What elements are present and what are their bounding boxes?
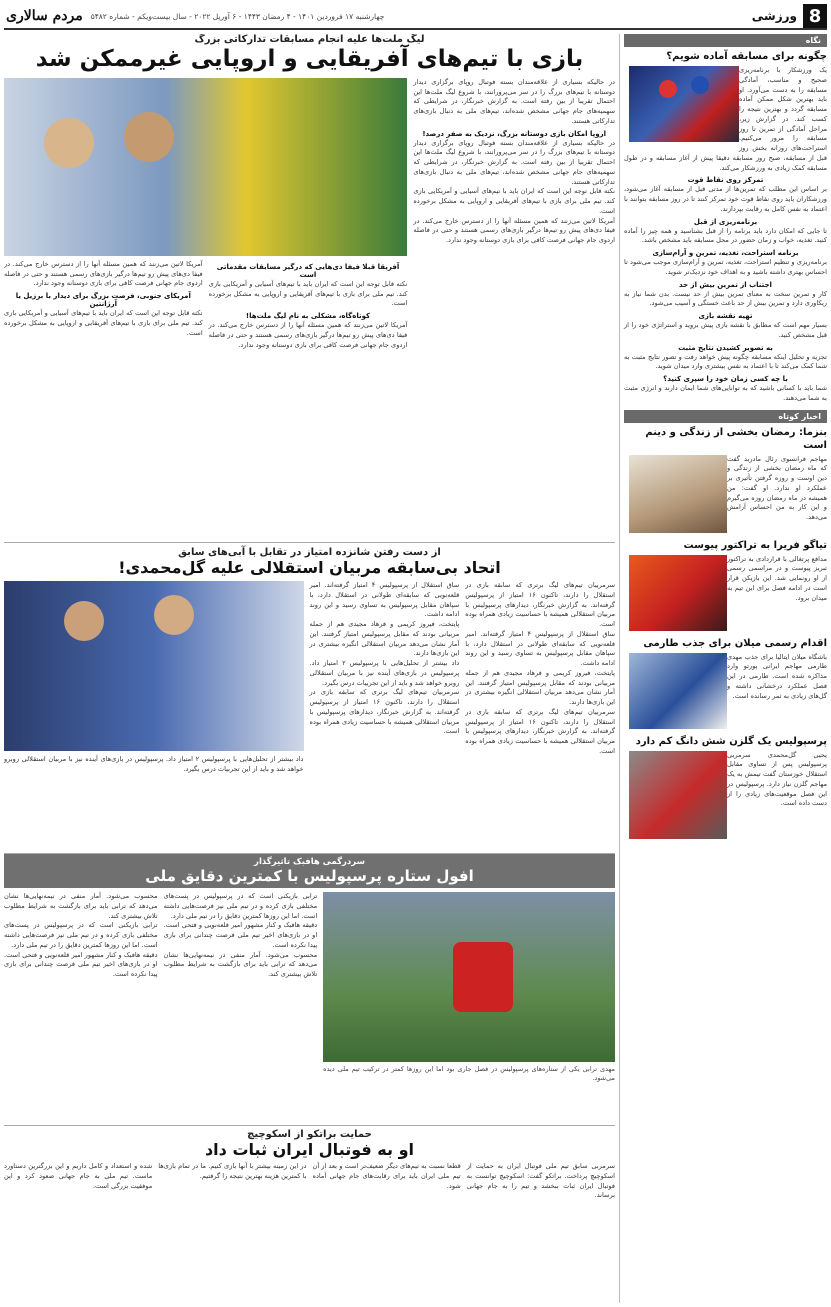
- sidebar-tag: نگاه: [624, 34, 827, 47]
- story2-headline: اتحاد بی‌سابقه مربیان استقلالی علیه گل‌محمدی!: [118, 558, 501, 577]
- coaches-photo: [4, 581, 304, 751]
- article-body: یک ورزشکار با برنامه‌ریزی صحیح و مناسب، آمادگی مسابقه را به دست می‌آورد. او باید بهترین شکل ممکن آماده مسابقه گردد و بهترین نتیجه را کسب کند. در گزارش زیر، مراحل آمادگی از تمرین تا روز مسابقه را مرور می‌کنیم. استراحت‌های روزانه بخش روز قبل از مسابقه، صبح روز مسابقه دقیقا پیش از آغاز مسابقه و در طول مسابقه کمک زیادی به ورزشکار می‌کند.: [624, 66, 827, 172]
- story3-column: ترابی بازیکنی است که در پرسپولیس در پست‌های مختلفی بازی کرده و در تیم ملی نیز فرصت‌هایی داشته است. اما این روزها کمترین دقایق را در تیم ملی دارد.: [4, 921, 158, 949]
- story3-column: ترابی بازیکنی است که در پرسپولیس در پست‌های مختلفی بازی کرده و در تیم ملی نیز فرصت‌هایی داشته است. اما این روزها کمترین دقایق را در تیم ملی دارد.: [163, 892, 318, 920]
- paragraph: تجزیه و تحلیل اینکه مسابقه چگونه پیش خواهد رفت و تصور نتایج مثبت به شما کمک می‌کند تا با اعتماد به نفس بیشتری وارد میدان شوید.: [624, 352, 827, 371]
- story2-column: سرمربیان تیم‌های لیگ برتری که سابقه بازی در استقلال را دارند، تاکنون ۱۶ امتیاز از پرسپولیس گرفته‌اند. به گزارش خبرنگار، دیدارهای پرسپولیس با مربیان استقلالی همیشه با حساسیت زیادی همراه بوده است.: [465, 707, 615, 755]
- story3-kicker: سردرگمی هافبک تاثیرگذار: [254, 857, 365, 867]
- lead-column: آمریکا لاتین می‌زنند که همین مسئله آنها را از دسترس خارج می‌کند. در فیفا دی‌های پیش رو تیم‌ها درگیر بازی‌های رسمی هستند و حتی در فاصله اردوی جام جهانی فرصت کافی برای بازی دوستانه وجود ندارد.: [4, 259, 203, 288]
- newspaper-logo: مردم سالاری: [6, 8, 83, 24]
- story-coaches: [4, 543, 615, 853]
- lead-subheading: کوتاه‌گاه، مشکلی به نام لیگ ملت‌ها!: [245, 312, 371, 320]
- taremi-photo: [629, 653, 727, 729]
- boxing-glove-icon: [691, 76, 709, 94]
- story3-column: محسوب می‌شود. آمار منفی در نیمه‌نهایی‌ها نشان می‌دهد که ترابی باید برای بازگشت به شرایط مطلوب تلاش بیشتری کند.: [4, 892, 158, 920]
- news-title: تیاگو فریرا به تراکتور پیوست: [683, 539, 827, 551]
- story4-column: قطعا نسبت به تیم‌های دیگر ضعیف‌تر است و بعد از آن تیم ملی ایران باید برای رقابت‌های جام جهانی آماده شود.: [312, 1162, 461, 1190]
- torabi-photo: [323, 892, 615, 1062]
- story3-column: محسوب می‌شود. آمار منفی در نیمه‌نهایی‌ها نشان می‌دهد که ترابی باید برای بازگشت به شرایط مطلوب تلاش بیشتری کند.: [163, 950, 318, 978]
- page-number: 8: [803, 4, 827, 28]
- persepolis-players-photo: [629, 751, 727, 839]
- story4-column: شده و استعداد و کامل داریم و این بزرگترین دستاورد ماست. تیم ملی به جام جهانی صعود کرد و این موفقیت بزرگی است.: [4, 1162, 153, 1190]
- news-body: مهاجم فرانسوی رئال مادرید گفت که ماه رمضان بخشی از زندگی و دین اوست و روزه گرفتن تأثیری بر عملکرد او ندارد. او گفت: من همیشه در ماه رمضان روزه می‌گیرم و این کار به من احساس آرامش می‌دهد.: [727, 454, 827, 521]
- paragraph: بسیار مهم است که مطابق با نقشه بازی پیش بروید و استراتژی خود را از قبل مشخص کنید.: [624, 321, 827, 339]
- news-body: مدافع پرتغالی با قراردادی به تراکتور تبریز پیوست و در مراسمی رسمی از او رونمایی شد. این بازیکن قرار است در ادامه فصل برای این تیم به میدان برود.: [727, 554, 827, 602]
- story4-column: در این زمینه بیشتر با آنها بازی کنیم. ما در تمام بازی‌ها با کمترین هزینه بهترین نتیجه را گرفتیم.: [158, 1162, 307, 1180]
- sidebar-tag: اخبار کوتاه: [624, 410, 827, 423]
- story3-banner: [4, 854, 615, 888]
- lead-column: در حالیکه بسیاری از علاقه‌مندان بسته فوتبال روپای برگزاری دیدار دوستانه با تیم‌های بزرگ را در سر می‌پرورانند، با شروع لیگ ملت‌ها این احتمال تقریبا از بین رفته است. به گزارش خبرنگار، در شرایطی که سهمیه‌های جام جهانی مشخص شده‌اند، تیم‌های ملی به دنبال بازی‌های تدارکاتی هستند.: [413, 138, 615, 186]
- tractor-signing-photo: [629, 555, 727, 631]
- paragraph: کار و تمرین سخت به معنای تمرین بیش از حد نیست. بدن شما نیاز به ریکاوری دارد و تمرین بیش از حد باعث خستگی و آسیب می‌شود.: [624, 289, 827, 308]
- article-title: چگونه برای مسابقه آماده شویم؟: [666, 51, 827, 62]
- section-name: ورزشی: [751, 9, 797, 23]
- sidebar: [619, 34, 827, 1303]
- story-torabi: [4, 853, 615, 1125]
- story3-headline: افول ستاره پرسپولیس با کمترین دقایق ملی: [145, 867, 474, 885]
- story3-column: دقیقه هافبک و کنار مشهور امیر قلعه‌نویی و فتحی است. او در بازی‌های اخیر تیم ملی فرصت چندانی برای بازی پیدا نکرده است.: [4, 950, 158, 978]
- player-head-shape: [44, 118, 94, 168]
- story2-column: پایتخت، فیروز کریمی و فرهاد مجیدی هم از جمله مربیانی بودند که مقابل پرسپولیس امتیاز گرفتند. این آمار نشان می‌دهد مربیان استقلالی انگیزه بیشتری در این بازی‌ها دارند.: [465, 668, 615, 706]
- subheading: تهیه نقشه بازی: [698, 312, 753, 320]
- news-title: اقدام رسمی میلان برای جذب طارمی: [643, 637, 827, 649]
- story2-column: سرمربیان تیم‌های لیگ برتری که سابقه بازی در استقلال را دارند، تاکنون ۱۶ امتیاز از پرسپولیس گرفته‌اند. به گزارش خبرنگار، دیدارهای پرسپولیس با مربیان استقلالی همیشه با حساسیت زیادی همراه بوده است.: [309, 688, 460, 736]
- subheading: برنامه استراحت، تغذیه، تمرین و آرام‌سازی: [652, 249, 799, 257]
- story2-column: ساق استقلال از پرسپولیس ۴ امتیاز گرفته‌اند. امیر قلعه‌نویی که سابقه‌ای طولانی در استقلال دارد، با سپاهان مقابل پرسپولیس به تساوی رسید و این روند ادامه داشت.: [465, 629, 615, 667]
- story4-kicker: حمایت براتکو از اسکوچیچ: [247, 1129, 372, 1140]
- lead-kicker: لیگ ملت‌ها علیه انجام مسابقات تدارکاتی بزرگ: [194, 34, 425, 45]
- lead-subheading: آفریقا قبلا فیفا دی‌هایی که درگیر مسابقات مقدماتی است: [216, 262, 400, 279]
- neymar-messi-photo: [4, 78, 407, 256]
- story2-kicker: از دست رفتن شانزده امتیاز در تقابل با آبی‌های سابق: [178, 547, 441, 558]
- lead-subheading: اروپا امکان بازی دوستانه بزرگ، نزدیک به صفر درصد!: [422, 129, 607, 138]
- story4-column: سرمربی سابق تیم ملی فوتبال ایران به حمایت از اسکوچیچ پرداخت. براتکو گفت: اسکوچیچ توانست به فوتبال ایران ثبات ببخشد و تیم را به جام جهانی برساند.: [466, 1162, 615, 1200]
- lead-headline: بازی با تیم‌های آفریقایی و اروپایی غیرممکن شد: [35, 46, 584, 72]
- lead-subheading: آمریکای جنوبی، فرصت بزرگ برای دیدار با برزیل یا آرژانتین: [15, 292, 191, 308]
- coach-head-shape: [154, 595, 194, 635]
- news-title: بنزما: رمضان بخشی از زندگی و دینم است: [645, 426, 827, 451]
- boxing-photo: [629, 66, 739, 142]
- paragraph: شما باید با کسانی باشید که به توانایی‌های شما ایمان دارند و انرژی مثبت به شما می‌دهند.: [624, 384, 827, 402]
- news-body: یحیی گل‌محمدی سرمربی پرسپولیس پس از تساوی مقابل استقلال خوزستان گفت تیمش به یک مهاجم گلزن نیاز دارد. پرسپولیس در این فصل موقعیت‌های زیادی را از دست داده است.: [727, 750, 827, 808]
- masthead: [4, 4, 827, 30]
- story4-headline: او به فوتبال ایران ثبات داد: [204, 1140, 415, 1159]
- paragraph: برنامه‌ریزی و تنظیم استراحت، تغذیه، تمرین و آرام‌سازی موجب می‌شود تا احساس بهتری داشته باشید و به اهداف خود نزدیک‌تر شوید.: [624, 258, 827, 276]
- lead-column: آمریکا لاتین می‌زنند که همین مسئله آنها را از دسترس خارج می‌کند. در فیفا دی‌های پیش رو تیم‌ها درگیر بازی‌های رسمی هستند و حتی در فاصله اردوی جام جهانی فرصت کافی برای بازی دوستانه وجود ندارد.: [208, 321, 408, 349]
- lead-column: نکته قابل توجه این است که ایران باید با تیم‌های آسیایی و آمریکایی بازی کند. تیم ملی برای بازی با تیم‌های آفریقایی و اروپایی به مشکل برخورده است.: [208, 279, 408, 308]
- story2-column: داد بیشتر از تحلیل‌هایی با پرسپولیس ۲ امتیاز داد. پرسپولیس در بازی‌های آینده نیز با مربیان استقلالی روبرو خواهد شد و باید از این تجربیات درس بگیرد.: [309, 659, 460, 687]
- story2-column: پایتخت، فیروز کریمی و فرهاد مجیدی هم از جمله مربیانی بودند که مقابل پرسپولیس امتیاز گرفتند. این آمار نشان می‌دهد مربیان استقلالی انگیزه بیشتری در این بازی‌ها دارند.: [309, 620, 460, 658]
- lead-story: [4, 34, 615, 542]
- story2-column: سرمربیان تیم‌های لیگ برتری که سابقه بازی در استقلال را دارند، تاکنون ۱۶ امتیاز از پرسپولیس گرفته‌اند. به گزارش خبرنگار، دیدارهای پرسپولیس با مربیان استقلالی همیشه با حساسیت زیادی همراه بوده است.: [465, 581, 615, 628]
- boxing-glove-icon: [659, 80, 677, 98]
- player-head-shape: [124, 112, 174, 162]
- lead-column: نکته قابل توجه این است که ایران باید با تیم‌های آسیایی و آمریکایی بازی کند. تیم ملی برای بازی با تیم‌های آفریقایی و اروپایی به مشکل برخورده است.: [4, 309, 203, 337]
- subheading: برنامه‌ریزی از قبل: [693, 217, 758, 226]
- story-branko: [4, 1125, 615, 1270]
- news-title: پرسپولیس یک گلزن شش دانگ کم دارد: [635, 735, 827, 747]
- photo-caption: مهدی ترابی یکی از ستاره‌های پرسپولیس در فصل جاری بود اما این روزها کمتر در ترکیب تیم ملی دیده می‌شود.: [323, 1065, 615, 1083]
- subheading: به تصویر کشیدن نتایج مثبت: [678, 343, 773, 352]
- story3-column: دقیقه هافبک و کنار مشهور امیر قلعه‌نویی و فتحی است. او در بازی‌های اخیر تیم ملی فرصت چندانی برای بازی پیدا نکرده است.: [163, 921, 318, 949]
- paragraph: بر اساس این مطلب که تمرین‌ها از مدتی قبل از مسابقه آغاز می‌شود، ورزشکاران باید روی نقاط قوت خود تمرکز کنند تا در روز مسابقه بتوانند با اعتماد به نفس کامل به رقابت بپردازند.: [624, 185, 827, 213]
- subheading: اجتناب از تمرین بیش از حد: [679, 280, 772, 289]
- subheading: تمرکز روی نقاط قوت: [687, 176, 764, 185]
- dateline: چهارشنبه ۱۷ فروردین ۱۴۰۱ - ۴ رمضان ۱۴۴۳ - ۶ آوریل ۲۰۲۲ - سال بیست‌ویکم - شماره ۵۴۸۲: [90, 11, 385, 21]
- benzema-photo: [629, 455, 727, 533]
- lead-column: در حالیکه بسیاری از علاقه‌مندان بسته فوتبال روپای برگزاری دیدار دوستانه با تیم‌های بزرگ را در سر می‌پرورانند، با شروع لیگ ملت‌ها این احتمال تقریبا از بین رفته است. به گزارش خبرنگار، در شرایطی که سهمیه‌های جام جهانی مشخص شده‌اند، تیم‌های ملی به دنبال بازی‌های تدارکاتی هستند.: [413, 77, 615, 125]
- main-content: [4, 34, 615, 1270]
- paragraph: تا جایی که امکان دارد باید برنامه را از قبل بشناسید و همه چیز را آماده کنید. تغذیه، خواب و زمان حضور در محل مسابقه باید مشخص باشد.: [624, 226, 827, 245]
- coach-head-shape: [64, 601, 104, 641]
- lead-column: آمریکا لاتین می‌زنند که همین مسئله آنها را از دسترس خارج می‌کند. در فیفا دی‌های پیش رو تیم‌ها درگیر بازی‌های رسمی هستند و حتی در فاصله اردوی جام جهانی فرصت کافی برای بازی دوستانه وجود ندارد.: [413, 216, 615, 244]
- lead-column: نکته قابل توجه این است که ایران باید با تیم‌های آسیایی و آمریکایی بازی کند. تیم ملی برای بازی با تیم‌های آفریقایی و اروپایی به مشکل برخورده است.: [413, 187, 615, 215]
- story2-column: داد بیشتر از تحلیل‌هایی با پرسپولیس ۲ امتیاز داد. پرسپولیس در بازی‌های آینده نیز با مربیان استقلالی روبرو خواهد شد و باید از این تجربیات درس بگیرد.: [4, 755, 304, 773]
- player-jersey-shape: [453, 942, 513, 1012]
- news-body: باشگاه میلان ایتالیا برای جذب مهدی طارمی مهاجم ایرانی پورتو وارد مذاکره شده است. طارمی در این فصل عملکرد درخشانی داشته و گل‌های زیادی به ثمر رسانده است.: [727, 652, 827, 700]
- subheading: با چه کسی زمان خود را سپری کنید؟: [663, 375, 788, 383]
- story2-column: ساق استقلال از پرسپولیس ۴ امتیاز گرفته‌اند. امیر قلعه‌نویی که سابقه‌ای طولانی در استقلال دارد، با سپاهان مقابل پرسپولیس به تساوی رسید و این روند ادامه داشت.: [309, 581, 460, 619]
